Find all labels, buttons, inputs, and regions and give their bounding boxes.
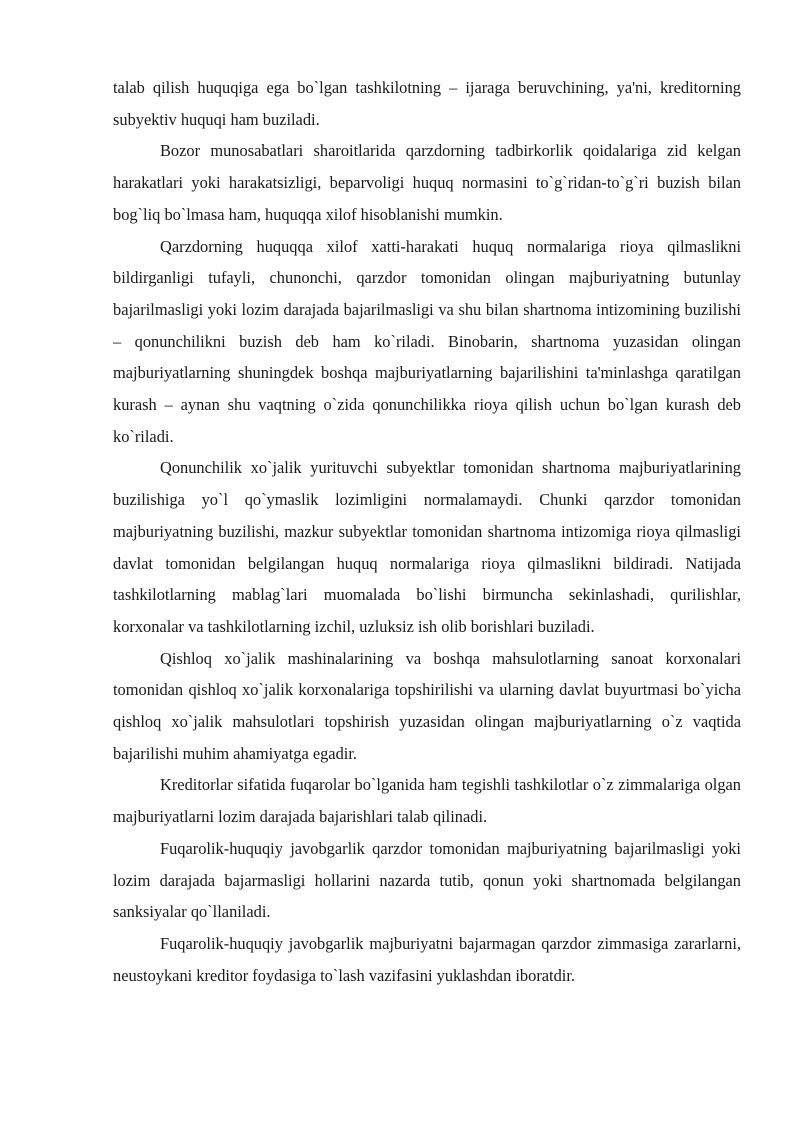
paragraph-legislation: Qonunchilik xo`jalik yurituvchi subyektlar tomonidan shartnoma majburiyatlarining buzilishiga yo`l qo`ymaslik lozimligini normalamaydi. Chunki qarzdor tomonidan majburiyatning buzilishi, mazkur subyektlar tomonidan shartnoma intizomiga rioya qilmasligi davlat tomonidan belgilangan huquq normalariga rioya qilmaslikni bildiradi. Natijada tashkilotlarning mablag`lari muomalada bo`lishi birmuncha sekinlashadi, qurilishlar, korxonalar va tashkilotlarning izchil, uzluksiz ish olib borishlari buziladi.	[113, 458, 741, 636]
paragraph-liability-definition: Fuqarolik-huquqiy javobgarlik majburiyatni bajarmagan qarzdor zimmasiga zararlarni, neustoykani kreditor foydasiga to`lash vazifasini yuklashdan iboratdir.	[113, 933, 741, 985]
paragraph-unlawful-conduct: Qarzdorning huquqqa xilof xatti-harakati huquq normalariga rioya qilmaslikni bildirganligi tufayli, chunonchi, qarzdor tomonidan olingan majburiyatning butunlay bajarilmasligi yoki lozim darajada bajarilmasligi va shu bilan shartnoma intizomining buzilishi – qonunchilikni buzish deb ham ko`riladi. Binobarin, shartnoma yuzasidan olingan majburiyatlarning shuningdek boshqa majburiyatlarning bajarilishini ta'minlashga qaratilgan kurash – aynan shu vaqtning o`zida qonunchilikka rioya qilish uchun bo`lgan kurash deb ko`riladi.	[113, 236, 741, 446]
document-page	[113, 72, 741, 991]
paragraph-market-relations: Bozor munosabatlari sharoitlarida qarzdorning tadbirkorlik qoidalariga zid kelgan harakatlari yoki harakatsizligi, beparvoligi huquq normasini to`g`ridan-to`g`ri buzish bilan bog`liq bo`lmasa ham, huquqqa xilof hisoblanishi mumkin.	[113, 141, 741, 224]
paragraph-civil-liability: Fuqarolik-huquqiy javobgarlik qarzdor tomonidan majburiyatning bajarilmasligi yoki lozim darajada bajarmasligi hollarini nazarda tutib, qonun yoki shartnomada belgilangan sanksiyalar qo`llaniladi.	[113, 838, 741, 922]
paragraph-agricultural-machinery: Qishloq xo`jalik mashinalarining va boshqa mahsulotlarning sanoat korxonalari tomonidan qishloq xo`jalik korxonalariga topshirilishi va ularning davlat buyurtmasi bo`yicha qishloq xo`jalik mahsulotlari topshirish yuzasidan olingan majburiyatlarning o`z vaqtida bajarilishi muhim ahamiyatga egadir.	[113, 648, 741, 763]
paragraph-continuation: talab qilish huquqiga ega bo`lgan tashkilotning – ijaraga beruvchining, ya'ni, kreditorning subyektiv huquqi ham buziladi.	[113, 78, 741, 129]
paragraph-creditors-citizens: Kreditorlar sifatida fuqarolar bo`lganida ham tegishli tashkilotlar o`z zimmalariga olgan majburiyatlarni lozim darajada bajarishlari talab qilinadi.	[113, 775, 741, 827]
